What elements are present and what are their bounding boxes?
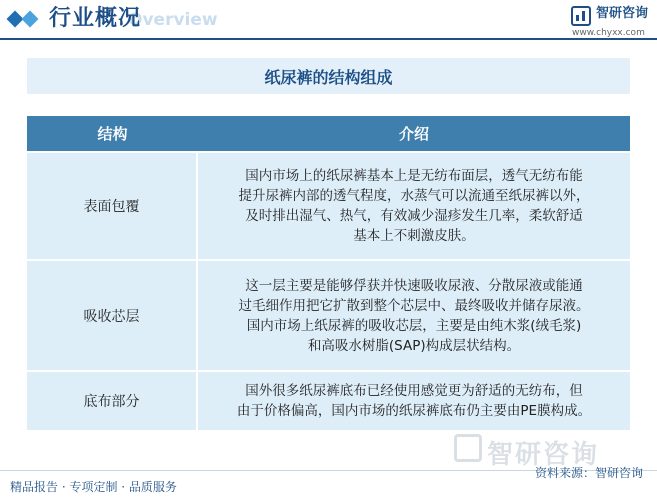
header-divider	[0, 38, 657, 40]
structure-table	[27, 116, 630, 430]
intro-cell	[198, 153, 630, 259]
diamond-icon	[22, 11, 39, 28]
intro-cell	[198, 372, 630, 430]
chart-logo-icon	[571, 6, 591, 26]
watermark-text: 智研咨询	[487, 440, 600, 470]
structure-cell: 吸收芯层	[27, 261, 198, 370]
table-row	[27, 151, 630, 259]
intro-line: 国内市场上纸尿裤的吸收芯层，主要是由纯木浆(绒毛浆)	[246, 317, 582, 334]
table-title: 纸尿裤的结构组成	[27, 58, 630, 94]
table-header-row	[27, 116, 630, 151]
intro-line: 这一层主要是能够俘获并快速吸收尿液、分散尿液或能通	[245, 277, 583, 294]
intro-cell	[198, 261, 630, 370]
intro-line: 提升尿裤内部的透气程度，水蒸气可以流通至纸尿裤以外，	[238, 188, 590, 204]
intro-line: 和高吸水树脂(SAP)构成层状结构。	[307, 337, 521, 354]
intro-line: 及时排出湿气、热气，有效减少湿疹发生几率，柔软舒适	[245, 208, 583, 224]
intro-line: 基本上不刺激皮肤。	[353, 228, 475, 244]
header-structure: 结构	[97, 125, 128, 143]
section-subtitle: Overview	[128, 10, 218, 30]
logo-url: www.chyxx.com	[572, 28, 645, 38]
page-header	[0, 0, 657, 40]
intro-line: 过毛细作用把它扩散到整个芯层中、最终吸收并储存尿液。	[238, 297, 590, 314]
watermark-logo-icon	[454, 434, 482, 462]
header-intro: 介绍	[398, 125, 429, 143]
data-source: 资料来源：智研咨询	[535, 466, 644, 480]
table-row	[27, 370, 630, 430]
structure-cell: 底布部分	[27, 372, 198, 430]
footer-slogan: 精品报告 · 专项定制 · 品质服务	[10, 480, 177, 494]
logo-name: 智研咨询	[596, 6, 649, 21]
table-row	[27, 259, 630, 370]
intro-line: 国外很多纸尿裤底布已经使用感觉更为舒适的无纺布，但	[245, 383, 583, 399]
intro-line: 国内市场上的纸尿裤基本上是无纺布面层，透气无纺布能	[245, 168, 583, 184]
structure-cell: 表面包覆	[27, 153, 198, 259]
intro-line: 由于价格偏高，国内市场的纸尿裤底布仍主要由PE膜构成。	[236, 403, 592, 419]
section-title: 行业概况	[49, 6, 142, 31]
